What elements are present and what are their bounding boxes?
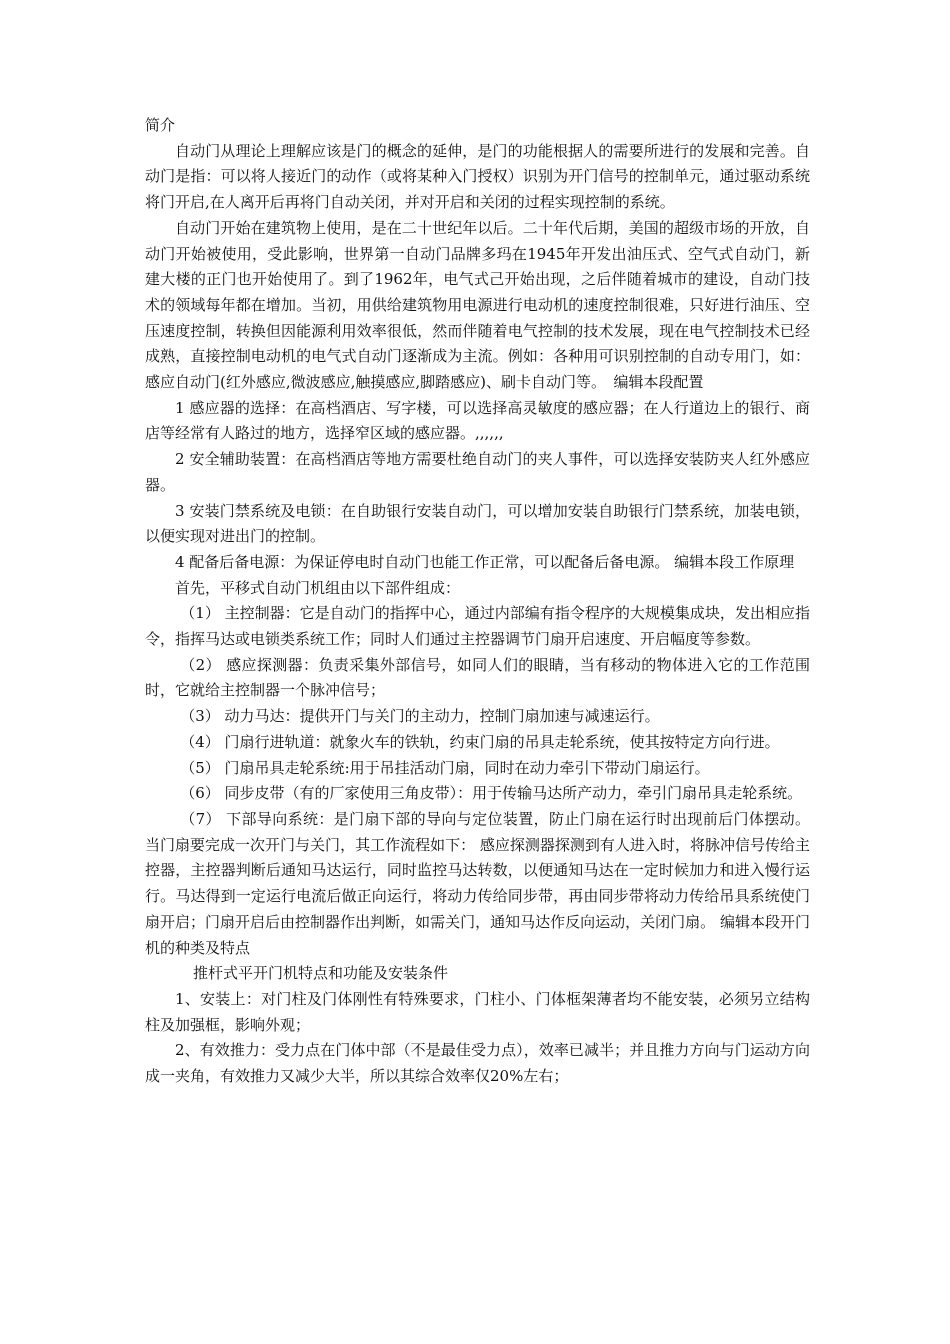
paragraph: 4 配备后备电源：为保证停电时自动门也能工作正常，可以配备后备电源。 编辑本段工作原理 (175, 552, 795, 571)
paragraph: 首先，平移式自动门机组由以下部件组成： (175, 578, 461, 597)
paragraph: 自动门从理论上理解应该是门的概念的延伸，是门的功能根据人的需要所进行的发展和完善。自动门是指：可以将人接近门的动作（或将某种入门授权）识别为开门信号的控制单元，通过驱动系统将门开启,在人离开后再将门自动关闭，并对开启和关闭的过程实现控制的系统。 (145, 141, 810, 212)
paragraph: （4） 门扇行进轨道：就象火车的铁轨，约束门扇的吊具走轮系统，使其按特定方向行进。 (180, 732, 780, 751)
paragraph: 3 安装门禁系统及电锁：在自助银行安装自动门，可以增加安装自助银行门禁系统，加装电锁，以便实现对进出门的控制。 (145, 501, 810, 546)
paragraph: （2） 感应探测器：负责采集外部信号，如同人们的眼睛，当有移动的物体进入它的工作范围时，它就给主控制器一个脉冲信号； (145, 655, 810, 700)
paragraph: （6） 同步皮带（有的厂家使用三角皮带）：用于传输马达所产动力，牵引门扇吊具走轮系统。 (180, 784, 803, 803)
paragraph: 2、有效推力：受力点在门体中部（不是最佳受力点），效率已减半；并且推力方向与门运动方向成一夹角，有效推力又减少大半，所以其综合效率仅20%左右； (145, 1041, 810, 1086)
paragraph: 2 安全辅助装置：在高档酒店等地方需要杜绝自动门的夹人事件，可以选择安装防夹人红外感应器。 (145, 450, 810, 494)
paragraph: （5） 门扇吊具走轮系统:用于吊挂活动门扇，同时在动力牵引下带动门扇运行。 (180, 758, 710, 777)
paragraph: 自动门开始在建筑物上使用，是在二十世纪年以后。二十年代后期，美国的超级市场的开放，自动门开始被使用，受此影响，世界第一自动门品牌多玛在1945年开发出油压式、空气式自动门，新建大楼的正门也开始使用了。到了1962年，电气式己开始出现，之后伴随着城市的建设，自动门技术的领域每年都在增加。当初，用供给建筑物用电源进行电动机的速度控制很难，只好进行油压、空压速度控制，转换但因能源利用效率很低，然而伴随着电气控制的技术发展，现在电气控制技术已经成熟，直接控制电动机的电气式自动门逐渐成为主流。例如：各种用可识别控制的自动专用门，如：感应自动门(红外感应,微波感应,触摸感应,脚踏感应)、刷卡自动门等。 编辑本段配置 (145, 218, 810, 392)
paragraph: 1 感应器的选择：在高档酒店、写字楼，可以选择高灵敏度的感应器；在人行道边上的银行、商店等经常有人路过的地方，选择窄区域的感应器。,,,,,, (145, 398, 810, 443)
paragraph-list (145, 139, 810, 1090)
paragraph: （1） 主控制器：它是自动门的指挥中心，通过内部编有指令程序的大规模集成块，发出相应指令，指挥马达或电锁类系统工作；同时人们通过主控器调节门扇开启速度、开启幅度等参数。 (145, 604, 810, 649)
paragraph: 推杆式平开门机特点和功能及安装条件 (193, 964, 449, 983)
section-title: 简介 (145, 116, 176, 134)
document-body (145, 113, 810, 1090)
paragraph: （3） 动力马达：提供开门与关门的主动力，控制门扇加速与减速运行。 (180, 707, 660, 726)
paragraph: （7） 下部导向系统：是门扇下部的导向与定位装置，防止门扇在运行时出现前后门体摆动。 当门扇要完成一次开门与关门，其工作流程如下： 感应探测器探测到有人进入时，将脉冲信号传给主控器，主控器判断后通知马达运行，同时监控马达转数，以便通知马达在一定时候加力和进入慢行运行。马达得到一定运行电流后做正向运行，将动力传给同步带，再由同步带将动力传给吊具系统使门扇开启；门扇开启后由控制器作出判断，如需关门，通知马达作反向运动，关闭门扇。 编辑本段开门机的种类及特点 (145, 809, 810, 957)
paragraph: 1、安装上：对门柱及门体刚性有特殊要求，门柱小、门体框架薄者均不能安装，必须另立结构柱及加强框，影响外观； (145, 989, 810, 1034)
